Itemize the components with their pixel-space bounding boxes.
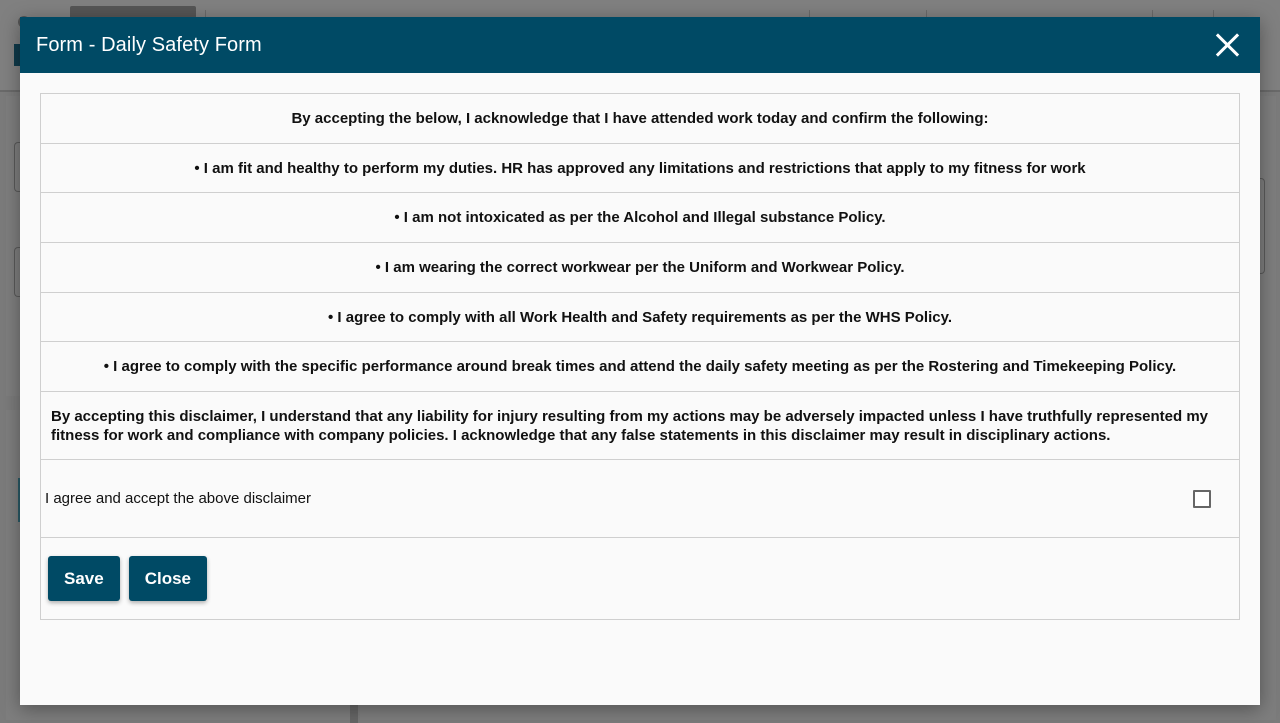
agree-checkbox[interactable] bbox=[1193, 490, 1211, 508]
statement-intoxication: • I am not intoxicated as per the Alcohol and Illegal substance Policy. bbox=[41, 193, 1239, 243]
statement-workwear: • I am wearing the correct workwear per the Uniform and Workwear Policy. bbox=[41, 243, 1239, 293]
form-actions bbox=[41, 538, 1239, 619]
daily-safety-form-modal bbox=[20, 17, 1260, 705]
agree-row bbox=[41, 460, 1239, 538]
form-intro: By accepting the below, I acknowledge that I have attended work today and confirm the following: bbox=[41, 94, 1239, 144]
disclaimer-text: By accepting this disclaimer, I understand that any liability for injury resulting from my actions may be adversely impacted unless I have truthfully represented my fitness for work and compliance with company policies. I acknowledge that any false statements in this disclaimer may result in disciplinary actions. bbox=[41, 392, 1239, 460]
safety-form-table bbox=[40, 93, 1240, 620]
close-button[interactable]: Close bbox=[129, 556, 207, 601]
statement-fitness: • I am fit and healthy to perform my duties. HR has approved any limitations and restrictions that apply to my fitness for work bbox=[41, 144, 1239, 194]
statement-whs: • I agree to comply with all Work Health and Safety requirements as per the WHS Policy. bbox=[41, 293, 1239, 343]
statement-break-times: • I agree to comply with the specific performance around break times and attend the daily safety meeting as per the Rostering and Timekeeping Policy. bbox=[41, 342, 1239, 392]
close-icon[interactable] bbox=[1214, 31, 1242, 59]
modal-title: Form - Daily Safety Form bbox=[36, 33, 262, 56]
agree-label: I agree and accept the above disclaimer bbox=[45, 490, 311, 508]
modal-header bbox=[20, 17, 1260, 73]
save-button[interactable]: Save bbox=[48, 556, 120, 601]
